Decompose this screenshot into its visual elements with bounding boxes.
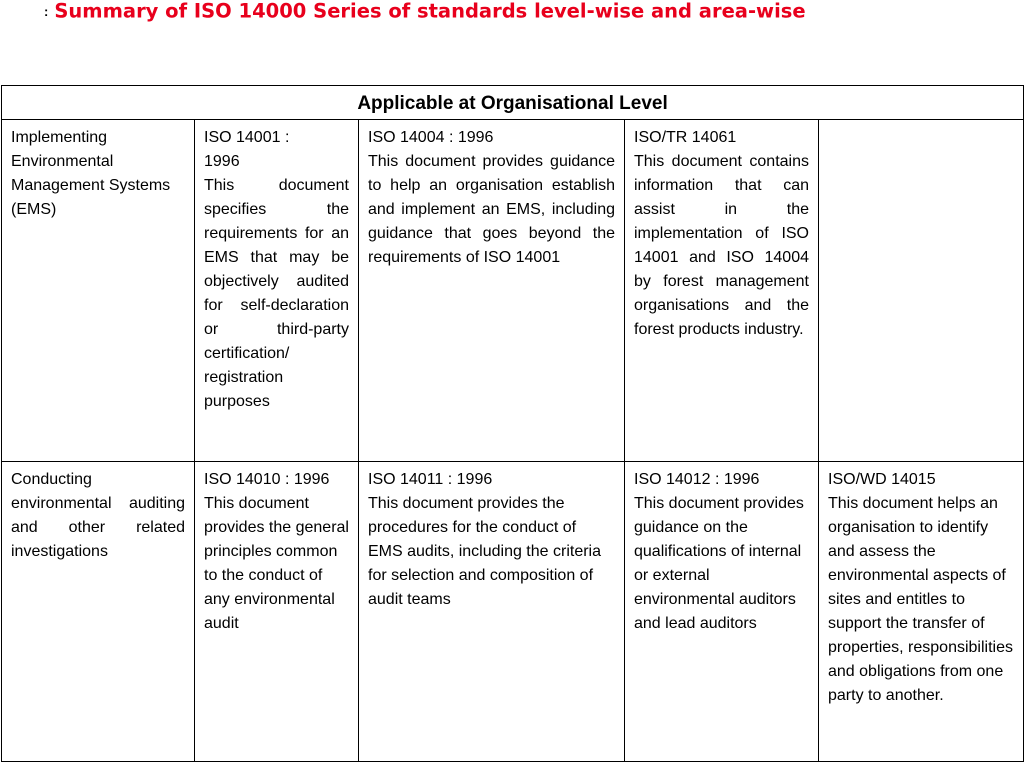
standard-description: This document provides guidance on the qualifications of internal or external environmental auditors and lead auditors (634, 495, 804, 632)
table-row (2, 120, 1024, 462)
title-text: Summary of ISO 14000 Series of standards level-wise and area-wise (54, 0, 806, 23)
standard-cell (819, 462, 1024, 762)
table-header-row (2, 86, 1024, 120)
table-row (2, 462, 1024, 762)
organisational-level-header: Applicable at Organisational Level (2, 86, 1024, 120)
area-cell (2, 120, 195, 462)
title-prefix: : (44, 3, 49, 19)
area-label: Conducting environmental auditing and other related investigations (11, 471, 185, 560)
standard-code: ISO 14012 : 1996 (634, 471, 760, 488)
standard-code: ISO/WD 14015 (828, 471, 936, 488)
standard-description: This document provides the procedures for the conduct of EMS audits, including the criteria for selection and composition of audit teams (368, 495, 601, 608)
standard-code: ISO 14010 : 1996 (204, 471, 330, 488)
standard-code: ISO/TR 14061 (634, 129, 737, 146)
standard-description: This document specifies the requirements for an EMS that may be objectively audited for self-declaration or third-party certification/ registration purposes (204, 177, 349, 410)
standard-cell (195, 462, 359, 762)
standard-code: ISO 14011 : 1996 (368, 471, 493, 488)
area-cell (2, 462, 195, 762)
standard-cell (359, 462, 625, 762)
standard-description: This document helps an organisation to identify and assess the environmental aspects of sites and entitles to support the transfer of properties, responsibilities and obligations from one party to another. (828, 495, 1013, 704)
standard-code: ISO 14004 : 1996 (368, 129, 494, 146)
standard-cell (625, 120, 819, 462)
standard-cell (195, 120, 359, 462)
standard-description: This document contains information that can assist in the implementation of ISO 14001 and ISO 14004 by forest management organisations and the forest products industry. (634, 153, 809, 338)
empty-standard-cell (819, 120, 1024, 462)
standard-description: This document provides the general principles common to the conduct of any environmental audit (204, 495, 349, 632)
standard-cell (359, 120, 625, 462)
iso-standards-table (1, 85, 1024, 762)
standard-code-year: 1996 (204, 153, 240, 170)
standard-cell (625, 462, 819, 762)
page-title (44, 0, 806, 27)
standard-description: This document provides guidance to help an organisation establish and implement an EMS, including guidance that goes beyond the requirements of ISO 14001 (368, 153, 615, 266)
area-label: Implementing Environmental Management Systems (EMS) (11, 129, 171, 218)
standard-code: ISO 14001 : (204, 129, 290, 146)
